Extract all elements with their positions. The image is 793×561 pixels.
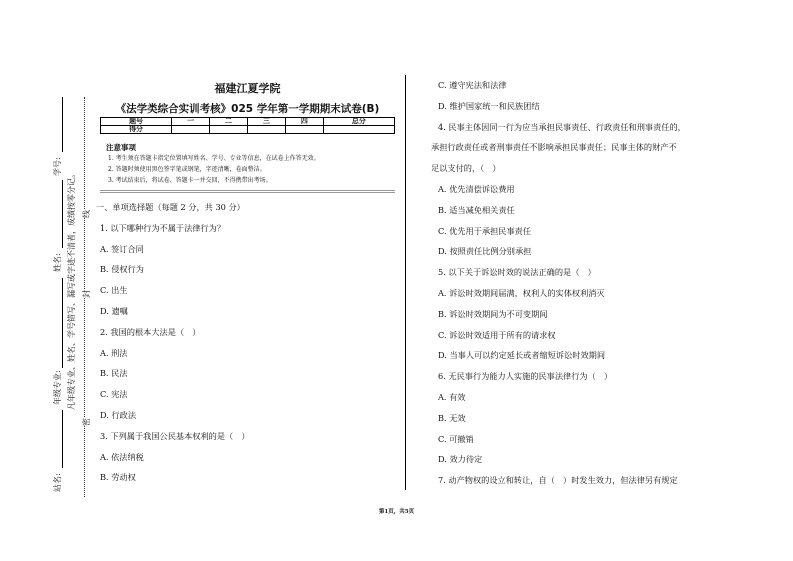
score-table (100, 117, 395, 134)
question-line: 一、单项选择题（每题 2 分，共 30 分） (96, 202, 245, 212)
question-line: B. 无效 (438, 412, 466, 423)
cell: 二 (210, 118, 248, 126)
school-name: 福建江夏学院 (214, 82, 281, 95)
question-line: D. 按照责任比例分别承担 (438, 246, 532, 257)
binding-line (62, 180, 63, 248)
question-line: C. 遵守宪法和法律 (438, 80, 507, 90)
question-line: D. 效力待定 (438, 454, 483, 465)
question-line: A. 优先清偿诉讼费用 (438, 183, 515, 194)
question-line: 承担行政责任或者刑事责任不影响承担民事责任；民事主体的财产不 (431, 142, 677, 153)
seal-char: 密 (82, 418, 91, 426)
binding-line (62, 410, 63, 468)
question-line: D. 维护国家统一和民族团结 (438, 100, 540, 111)
cell: 得分 (101, 126, 172, 134)
question-line: C. 优先用于承担民事责任 (438, 225, 532, 236)
station-label: 站名: (53, 473, 62, 492)
question-line: 1. 以下哪种行为不属于法律行为？ (100, 222, 226, 233)
question-line: C. 出生 (100, 285, 128, 296)
cell: 四 (285, 118, 323, 126)
right-column (431, 75, 748, 491)
notes-heading: 注意事项 (106, 143, 136, 152)
question-line: D. 遗嘱 (100, 305, 128, 316)
notes (108, 143, 398, 186)
question-line: 3. 下列属于我国公民基本权利的是（ ） (100, 430, 250, 441)
note-item: 2. 答题时须使用黑色签字笔或钢笔，字迹清晰，卷面整洁。 (108, 166, 266, 173)
exam-title: 《法学类综合实训考核》025 学年第一学期期末试卷(B) (115, 103, 380, 115)
score-input (247, 126, 285, 134)
left-column (96, 197, 395, 488)
question-line: 2. 我国的根本大法是（ ） (100, 326, 201, 337)
question-line: B. 民法 (100, 368, 128, 379)
note-item: 3. 考试结束后，将试卷、答题卡一并交回，不得携带出考场。 (108, 177, 272, 184)
score-input (285, 126, 323, 134)
question-line: 7. 动产物权的设立和转让，自（ ）时发生效力，但法律另有规定 (438, 475, 678, 486)
student-id-label: 学号: (53, 157, 62, 176)
binding-warning: 凡年级专业、姓名、学号错写、漏写或字迹不清者，成绩按零分记。 (67, 170, 76, 410)
grade-major-label: 年级专业: (53, 370, 62, 405)
cell: 总分 (323, 118, 394, 126)
question-line: 6. 无民事行为能力人实施的民事法律行为（ ） (438, 371, 613, 382)
question-line: B. 适当减免相关责任 (438, 204, 515, 215)
note-item: 1. 考生须在答题卡指定位置填写姓名、学号、专业等信息，在试卷上作答无效。 (108, 155, 320, 162)
question-line: D. 当事人可以约定延长或者缩短诉讼时效期间 (438, 350, 606, 361)
page-footer: 第1页，共5页 (378, 509, 415, 515)
seal-char: 线 (82, 210, 91, 218)
question-line: C. 可撤销 (438, 433, 474, 444)
question-line: 4. 民事主体因同一行为应当承担民事责任、行政责任和刑事责任的， (438, 121, 686, 132)
score-input (323, 126, 394, 134)
seal-char: 封 (82, 290, 91, 298)
question-line: C. 宪法 (100, 389, 128, 400)
name-label: 姓名: (53, 253, 62, 272)
cell: 一 (172, 118, 210, 126)
cell: 三 (247, 118, 285, 126)
question-line: A. 有效 (438, 391, 466, 402)
binding-line (62, 278, 63, 368)
question-line: A. 诉讼时效期间届满，权利人的实体权利消灭 (438, 287, 605, 298)
question-line: B. 劳动权 (100, 472, 136, 483)
score-input (210, 126, 248, 134)
question-line: D. 行政法 (100, 409, 137, 420)
question-line: B. 诉讼时效期间为不可变期间 (438, 308, 548, 319)
question-line: B. 侵权行为 (100, 264, 144, 275)
question-line: A. 依法纳税 (100, 451, 144, 462)
question-line: A. 签订合同 (100, 243, 144, 254)
column-divider (405, 75, 406, 490)
score-input (172, 126, 210, 134)
question-line: A. 刑法 (100, 347, 128, 358)
divider (100, 190, 395, 193)
question-line: C. 诉讼时效适用于所有的请求权 (438, 329, 556, 340)
cell: 题号 (101, 118, 172, 126)
binding-line (62, 97, 63, 152)
question-line: 5. 以下关于诉讼时效的说法正确的是（ ） (438, 267, 596, 278)
question-line: 足以支付的，（ ） (431, 163, 501, 174)
